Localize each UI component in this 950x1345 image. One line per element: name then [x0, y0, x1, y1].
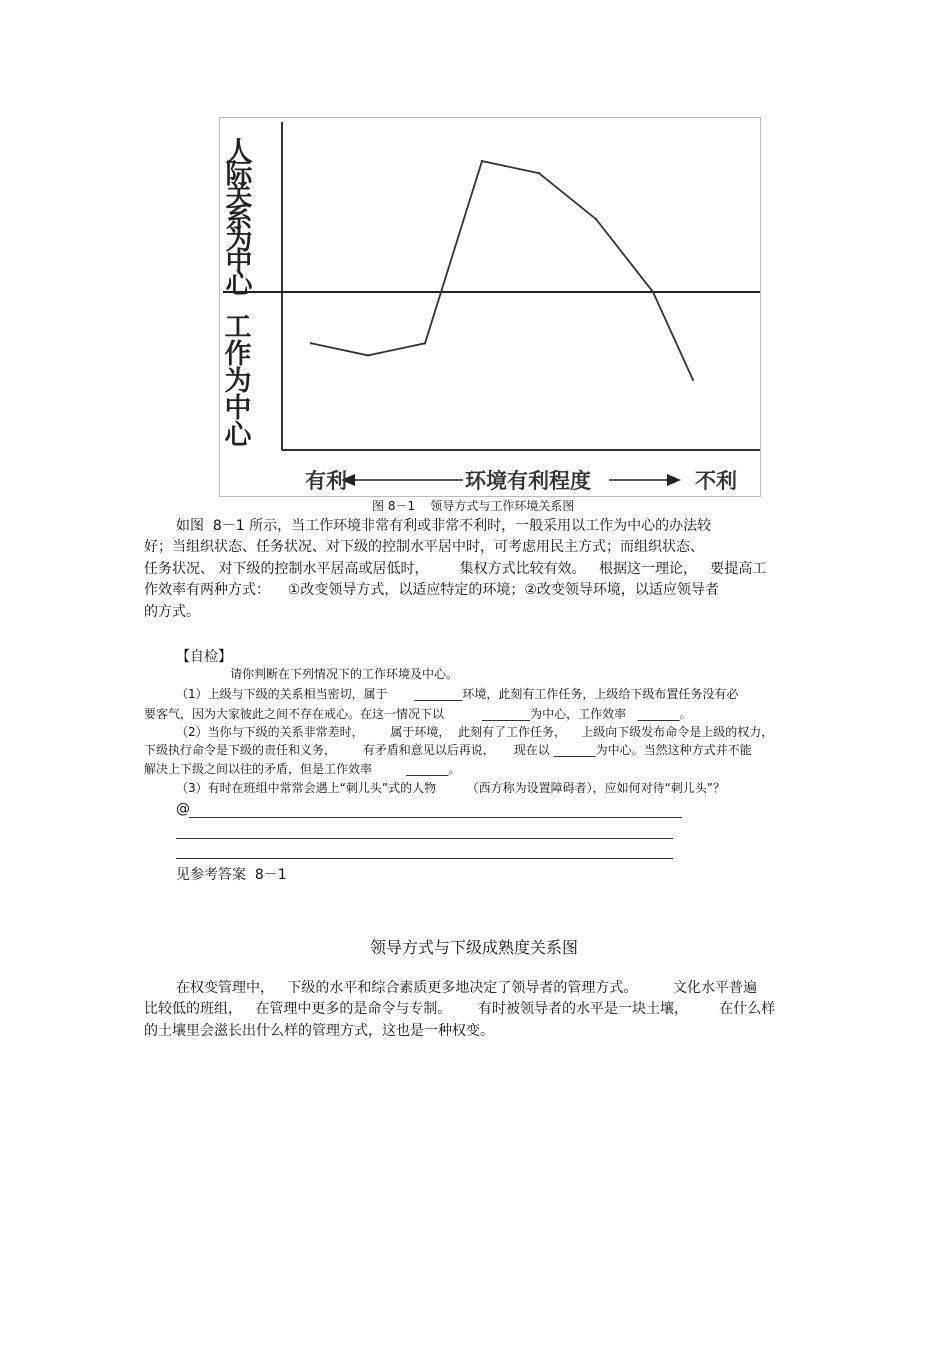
y-label-bottom-char: 中	[224, 393, 252, 424]
y-label-top-char: 际	[225, 159, 253, 190]
series-point-4	[481, 160, 483, 162]
environment-leadership-chart	[219, 117, 761, 497]
y-label-bottom-char: 心	[224, 420, 252, 451]
y-label-top-char: 人	[225, 137, 253, 168]
series-point-5	[538, 172, 540, 174]
x-label-favorable: 有利	[305, 469, 347, 493]
paragraph1-line-2: 好；当组织状态、任务状况、对下级的控制水平居中时，可考虑用民主方式；而组织状态、	[144, 539, 704, 555]
y-label-top-char: 系	[225, 203, 253, 234]
selfcheck-line-3: （2）当你与下级的关系非常差时， 属于环境， 此刻有了工作任务， 上级向下级发布命令是上级的权力，	[176, 725, 774, 739]
paragraph1-line-3: 任务状况、 对下级的控制水平居高或居低时， 集权方式比较有效。 根据这一理论， 要提高工	[144, 561, 767, 577]
y-label-top-char: 关	[225, 181, 253, 212]
y-label-task	[225, 312, 253, 451]
x-label-unfavorable: 不利	[695, 469, 737, 493]
y-label-top-char: 心	[225, 269, 253, 300]
y-label-bottom-char: 工	[224, 312, 252, 343]
selfcheck-line-6: （3）有时在班组中常常会遇上“刺儿头”式的人物 （西方称为设置障碍者），应如何对待“刺儿头”？	[176, 781, 726, 795]
y-label-top-char: 为	[225, 225, 253, 256]
section2-line-2: 比较低的班组， 在管理中更多的是命令与专制。 有时被领导者的水平是一块土壤， 在什么样	[144, 1001, 776, 1017]
y-label-relationship	[226, 137, 254, 300]
answer-marker: @	[176, 801, 190, 817]
x-label-environment: 环境有利程度	[465, 469, 591, 493]
selfcheck-line-5: 解决上下级之间以往的矛盾，但是工作效率 _______。	[144, 762, 461, 776]
y-label-top-char: 中	[225, 247, 253, 278]
y-label-bottom-char: 作	[224, 339, 252, 370]
chart-svg	[219, 117, 761, 497]
section2-line-1: 在权变管理中， 下级的水平和综合素质更多地决定了领导者的管理方式。 文化水平普遍	[176, 980, 757, 996]
paragraph1-line-1: 如图 8－1 所示，当工作环境非常有利或非常不利时，一般采用以工作为中心的办法较	[176, 518, 712, 534]
series-point-2	[367, 354, 369, 356]
selfcheck-title: 【自检】	[176, 649, 232, 665]
selfcheck-line-2: 要客气，因为大家彼此之间不存在戒心。在这一情况下以 ________为中心，工作效率 _______。	[144, 707, 692, 721]
section2-heading: 领导方式与下级成熟度关系图	[370, 938, 579, 957]
series-point-8	[692, 379, 694, 381]
paragraph1-line-5: 的方式。	[144, 604, 200, 620]
series-point-3	[424, 342, 426, 344]
series-point-1	[310, 342, 312, 344]
figure-caption: 图 8－1 领导方式与工作环境关系图	[372, 499, 575, 513]
y-label-bottom-char: 为	[224, 366, 252, 397]
reference-answer: 见参考答案 8－1	[176, 867, 287, 883]
answer-line-3[interactable]	[176, 858, 673, 859]
answer-line-2[interactable]	[176, 838, 673, 839]
series-point-7	[652, 291, 654, 293]
answer-line-1[interactable]	[189, 817, 682, 818]
section2-line-3: 的土壤里会滋长出什么样的管理方式，这也是一种权变。	[144, 1023, 494, 1039]
series-point-6	[595, 218, 597, 220]
paragraph1-line-4: 作效率有两种方式： ①改变领导方式，以适应特定的环境；②改变领导环境，以适应领导者	[144, 582, 719, 598]
selfcheck-line-1: （1）上级与下级的关系相当密切，属于 ________环境，此刻有工作任务，上级给下级布置任务没有必	[176, 687, 739, 701]
selfcheck-line-4: 下级执行命令是下级的责任和义务， 有矛盾和意见以后再说， 现在以 _______为中心。当然这种方式并不能	[144, 743, 752, 757]
chart-frame	[220, 118, 761, 497]
selfcheck-intro: 请你判断在下列情况下的工作环境及中心。	[230, 667, 459, 681]
